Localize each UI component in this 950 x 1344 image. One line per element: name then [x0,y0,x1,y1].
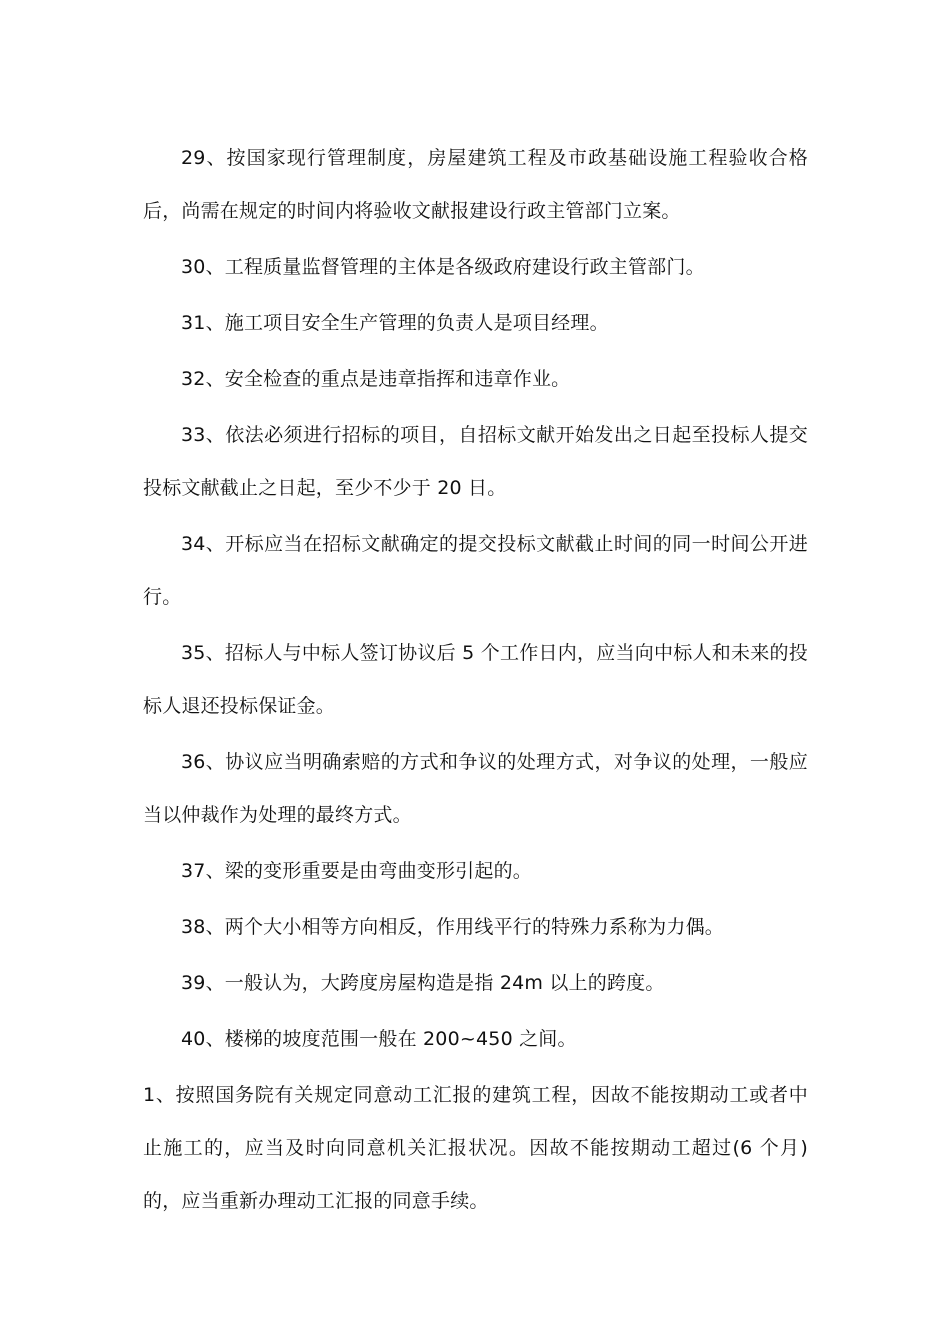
document-body [143,132,808,1231]
paragraph-37: 37、梁的变形重要是由弯曲变形引起的。 [181,860,532,882]
paragraph-39: 39、一般认为，大跨度房屋构造是指 24m 以上的跨度。 [181,972,665,994]
paragraph-32: 32、安全检查的重点是违章指挥和违章作业。 [181,368,571,390]
paragraph-34: 34、开标应当在招标文献确定的提交投标文献截止时间的同一时间公开进行。 [143,533,808,608]
paragraph-31: 31、施工项目安全生产管理的负责人是项目经理。 [181,312,609,334]
paragraph-40: 40、楼梯的坡度范围一般在 200~450 之间。 [181,1028,577,1050]
paragraph-1: 1、按照国务院有关规定同意动工汇报的建筑工程，因故不能按期动工或者中止施工的，应当及时向同意机关汇报状况。因故不能按期动工超过(6 个月)的，应当重新办理动工汇报的同意手续。 [143,1084,808,1212]
paragraph-33: 33、依法必须进行招标的项目，自招标文献开始发出之日起至投标人提交投标文献截止之日起，至少不少于 20 日。 [143,424,808,499]
paragraph-35: 35、招标人与中标人签订协议后 5 个工作日内，应当向中标人和未来的投标人退还投标保证金。 [143,642,808,717]
paragraph-29: 29、按国家现行管理制度，房屋建筑工程及市政基础设施工程验收合格后，尚需在规定的时间内将验收文献报建设行政主管部门立案。 [143,147,808,222]
paragraph-30: 30、工程质量监督管理的主体是各级政府建设行政主管部门。 [181,256,705,278]
paragraph-36: 36、协议应当明确索赔的方式和争议的处理方式，对争议的处理，一般应当以仲裁作为处理的最终方式。 [143,751,808,826]
paragraph-38: 38、两个大小相等方向相反，作用线平行的特殊力系称为力偶。 [181,916,724,938]
